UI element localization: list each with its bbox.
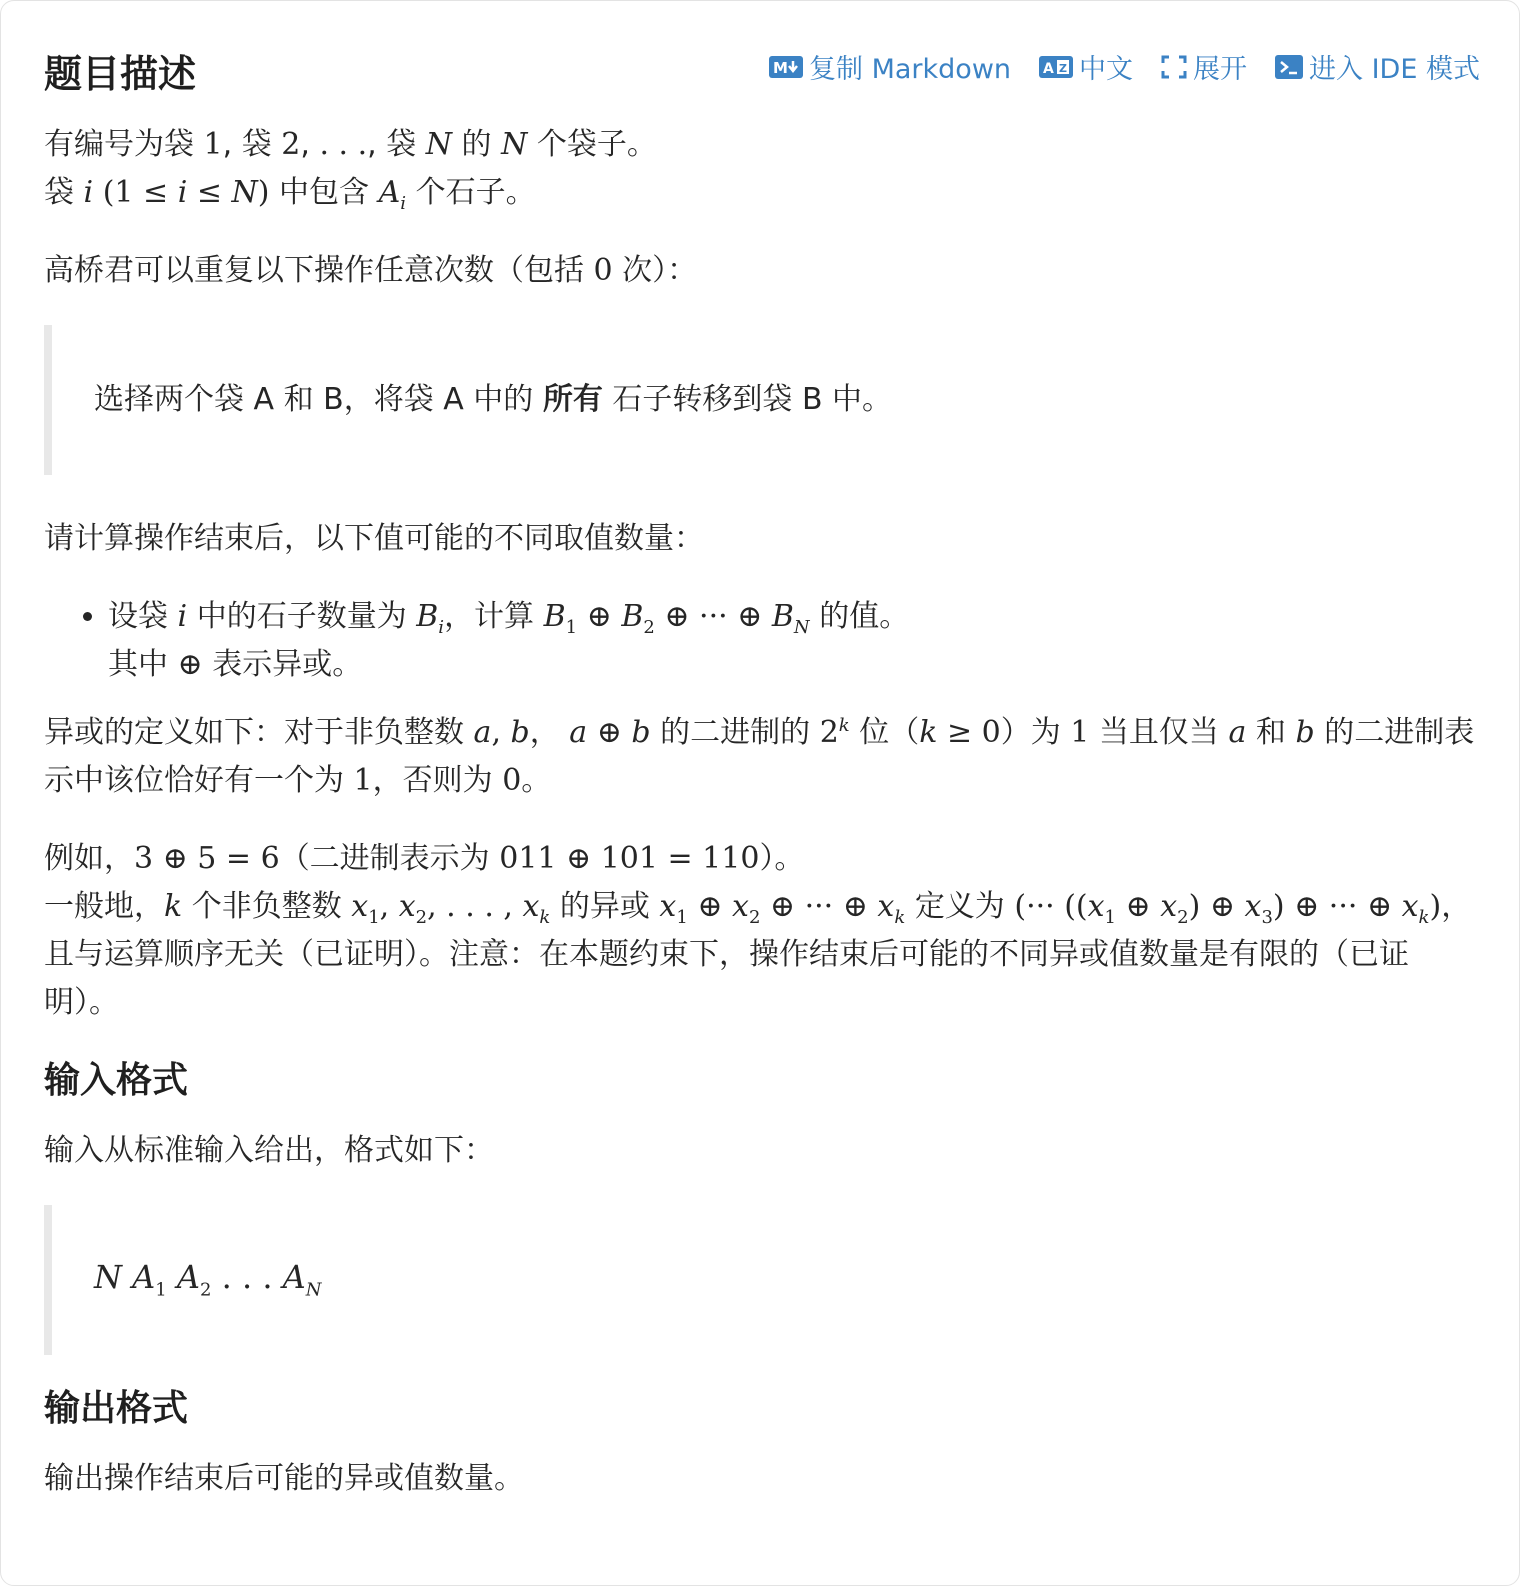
terminal-icon xyxy=(1275,55,1303,79)
copy-markdown-button[interactable] xyxy=(769,47,1011,86)
statement-paragraph-1: 有编号为袋 1, 袋 2, . . ., 袋 N 的 N 个袋子。 袋 i (1 ≤ i ≤ N) 中包含 $A_i$ 个石子。 xyxy=(44,127,657,214)
ide-mode-label: 进入 IDE 模式 xyxy=(1309,54,1480,85)
section-title-input: 输入格式 xyxy=(44,1060,189,1101)
operation-quote: 选择两个袋 A 和 B，将袋 A 中的 所有 石子转移到袋 B 中。 xyxy=(44,325,1480,475)
language-label: 中文 xyxy=(1079,54,1134,85)
list-item: • 设袋 i 中的石子数量为 $B_i$，计算 $B_1$ ⊕ $B_2$ ⊕ ··· ⊕ $B_N$ 的值。 其中 ⊕ 表示异或。 xyxy=(108,593,1480,689)
input-format-quote: N $A_1$ $A_2$ . . . $A_N$ xyxy=(44,1205,1480,1355)
compute-intro: 请计算操作结束后，以下值可能的不同取值数量： xyxy=(44,521,704,556)
copy-markdown-label: 复制 Markdown xyxy=(809,54,1012,85)
markdown-icon xyxy=(769,56,803,78)
expand-button[interactable] xyxy=(1161,47,1247,86)
section-title-description: 题目描述 xyxy=(44,52,197,96)
expand-icon xyxy=(1161,55,1187,79)
svg-text:Z: Z xyxy=(1059,61,1067,75)
bold-all: 所有 xyxy=(542,382,603,417)
problem-header xyxy=(44,41,1480,97)
problem-content xyxy=(44,121,1480,1533)
svg-text:A: A xyxy=(1043,60,1054,77)
section-title-output: 输出格式 xyxy=(44,1388,189,1429)
xor-definition: 异或的定义如下：对于非负整数 a, b， a ⊕ b 的二进制的 2$^k$ 位（k ≥ 0）为 1 当且仅当 a 和 b 的二进制表示中该位恰好有一个为 1，否则为 0。 xyxy=(44,715,1475,798)
expand-label: 展开 xyxy=(1193,54,1248,85)
output-description: 输出操作结束后可能的异或值数量。 xyxy=(44,1461,524,1496)
input-description: 输入从标准输入给出，格式如下： xyxy=(44,1133,494,1168)
bullet-list xyxy=(44,593,1480,689)
toolbar xyxy=(769,47,1480,86)
example-paragraph: 例如，3 ⊕ 5 = 6（二进制表示为 011 ⊕ 101 = 110）。 一般地，k 个非负整数 $x_1$, $x_2$, . . . , $x_k$ 的异或 $x_1$ ⊕ $x_2$ ⊕ ··· ⊕ $x_k$ 定义为 (··· (($x_1$ ⊕ $x_2$) ⊕ $x_3$) ⊕ ··· ⊕ $x_k$)，且与运算顺序无关（已证明）。注意：在本题约束下，操作结束后可能的不同异或值数量是有限的（已证明）。 xyxy=(44,841,1472,1020)
ide-mode-button[interactable] xyxy=(1275,47,1480,86)
operation-intro: 高桥君可以重复以下操作任意次数（包括 0 次）： xyxy=(44,253,698,288)
svg-text:M: M xyxy=(773,58,788,77)
translate-icon xyxy=(1039,56,1073,78)
language-button[interactable] xyxy=(1039,47,1133,86)
